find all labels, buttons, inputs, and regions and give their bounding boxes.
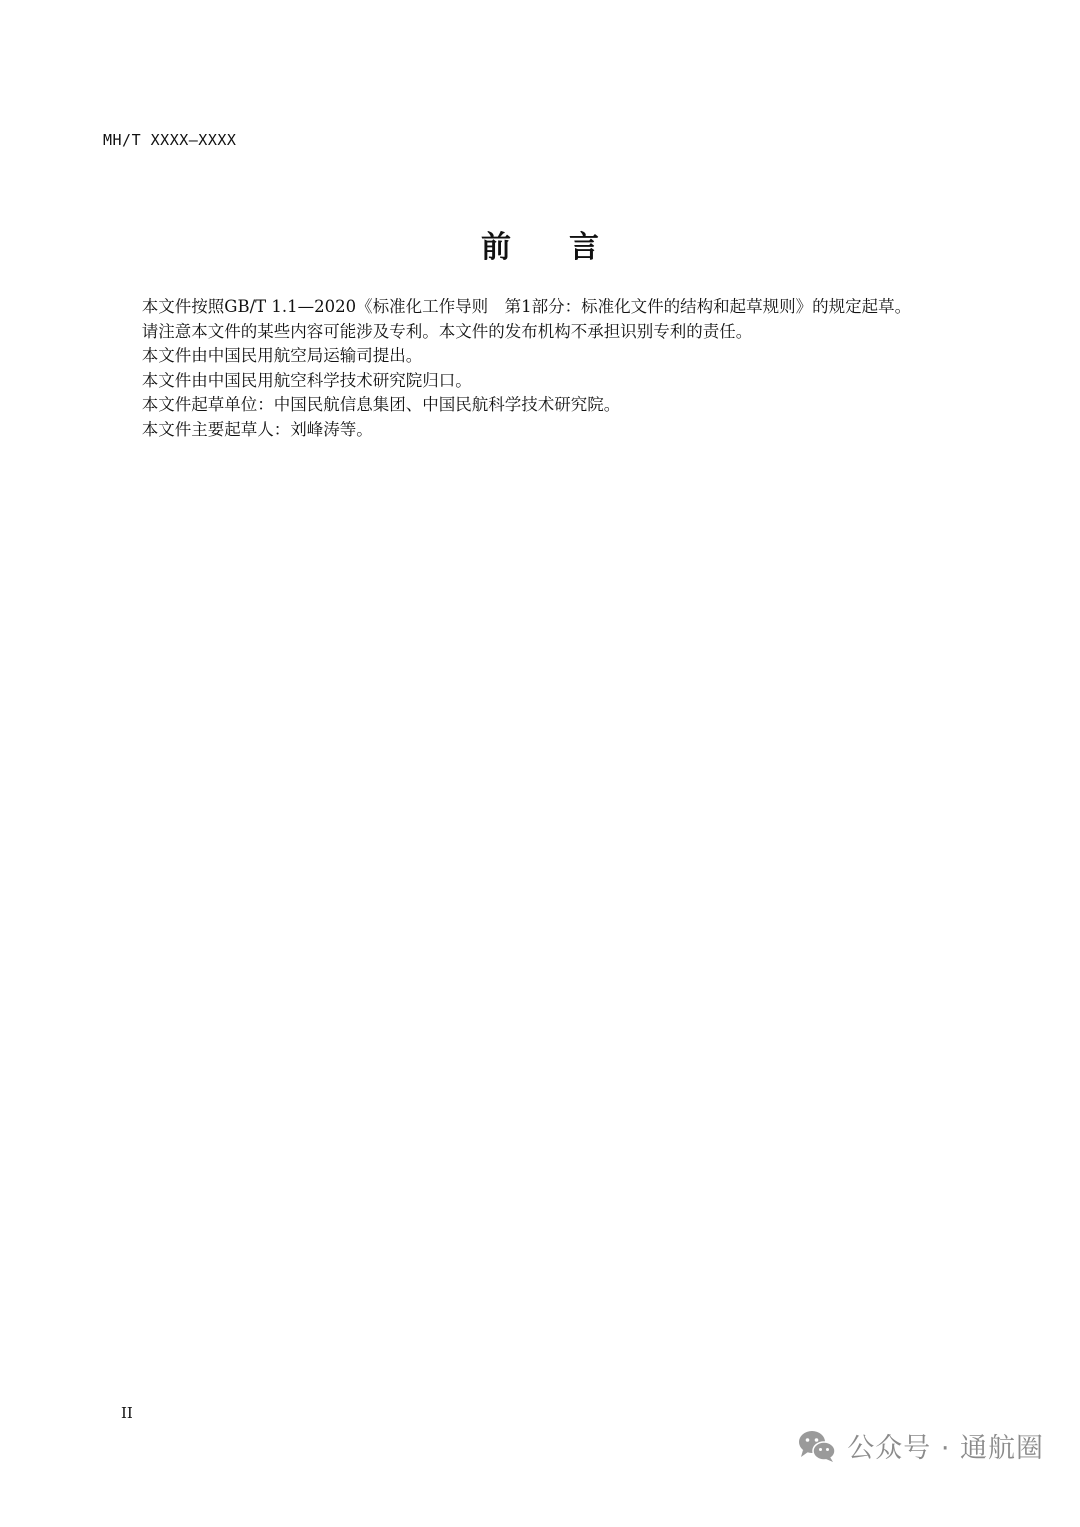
title-char-1: 前 [481, 230, 511, 265]
title-char-2: 言 [569, 230, 599, 265]
wechat-icon [797, 1429, 837, 1463]
paragraph-administrator: 本文件由中国民用航空科学技术研究院归口。 [141, 370, 472, 390]
paragraph-drafting-units: 本文件起草单位：中国民航信息集团、中国民航科学技术研究院。 [141, 395, 621, 415]
paragraph-drafters: 本文件主要起草人：刘峰涛等。 [141, 419, 373, 439]
foreword-body [103, 295, 958, 443]
paragraph-drafting-basis: 本文件按照GB/T 1.1—2020《标准化工作导则 第1部分：标准化文件的结构和起草规则》的规定起草。 [141, 297, 912, 316]
paragraph-patent-notice: 请注意本文件的某些内容可能涉及专利。本文件的发布机构不承担识别专利的责任。 [141, 321, 753, 341]
watermark [797, 1426, 1044, 1465]
page-number: II [121, 1404, 133, 1422]
page-title [0, 222, 1080, 266]
watermark-text: 公众号 · 通航圈 [847, 1433, 1044, 1464]
document-code: MH/T XXXX—XXXX [103, 131, 237, 149]
paragraph-proposer: 本文件由中国民用航空局运输司提出。 [141, 346, 423, 366]
